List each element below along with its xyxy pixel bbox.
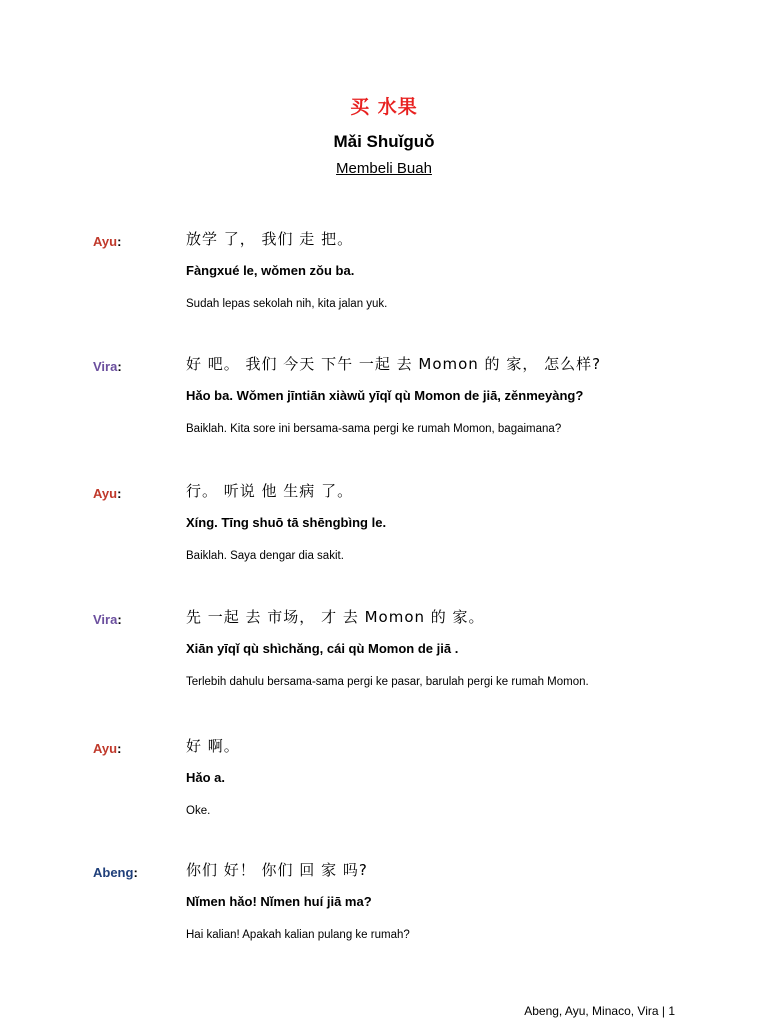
page-title-pinyin: Mǎi Shuǐguǒ	[333, 132, 435, 151]
translation-text: Terlebih dahulu bersama-sama pergi ke pasar, barulah pergi ke rumah Momon.	[186, 676, 589, 688]
speaker-label: Vira:	[93, 612, 122, 627]
dialogue-line-6	[0, 861, 768, 995]
speaker-label: Ayu:	[93, 486, 122, 501]
dialogue-line-4	[0, 608, 768, 742]
pinyin-text: Hǎo a.	[186, 770, 226, 785]
translation-text: Baiklah. Saya dengar dia sakit.	[186, 550, 344, 562]
pinyin-text: Xíng. Tīng shuō tā shēngbìng le.	[186, 515, 387, 530]
hanzi-text: 好 啊。	[186, 737, 240, 755]
speaker-label: Ayu:	[93, 234, 122, 249]
hanzi-text: 放学 了， 我们 走 把。	[186, 230, 354, 248]
hanzi-text: 好 吧。 我们 今天 下午 一起 去 Momon 的 家， 怎么样?	[186, 355, 602, 373]
speaker-label: Abeng:	[93, 865, 138, 880]
pinyin-text: Hǎo ba. Wǒmen jīntiān xiàwǔ yīqǐ qù Momon de jiā, zěnmeyàng?	[186, 388, 584, 403]
page-title-chinese: 买 水果	[350, 96, 418, 118]
hanzi-text: 先 一起 去 市场， 才 去 Momon 的 家。	[186, 608, 485, 626]
pinyin-text: Xiān yīqǐ qù shìchǎng, cái qù Momon de jiā .	[186, 641, 459, 656]
translation-text: Oke.	[186, 805, 211, 817]
translation-text: Sudah lepas sekolah nih, kita jalan yuk.	[186, 298, 388, 310]
speaker-label: Vira:	[93, 359, 122, 374]
dialogue-line-3	[0, 482, 768, 616]
dialogue-line-2	[0, 355, 768, 489]
pinyin-text: Fàngxué le, wǒmen zǒu ba.	[186, 263, 355, 278]
pinyin-text: Nǐmen hǎo! Nǐmen huí jiā ma?	[186, 894, 372, 909]
page-footer: Abeng, Ayu, Minaco, Vira | 1	[524, 1004, 675, 1018]
hanzi-text: 你们 好！ 你们 回 家 吗?	[186, 861, 368, 879]
speaker-label: Ayu:	[93, 741, 122, 756]
dialogue-line-5	[0, 737, 768, 871]
translation-text: Hai kalian! Apakah kalian pulang ke rumah?	[186, 929, 410, 941]
dialogue-line-1	[0, 230, 768, 364]
hanzi-text: 行。 听说 他 生病 了。	[186, 482, 354, 500]
translation-text: Baiklah. Kita sore ini bersama-sama pergi ke rumah Momon, bagaimana?	[186, 423, 562, 435]
page-title-indonesian: Membeli Buah	[336, 160, 432, 177]
